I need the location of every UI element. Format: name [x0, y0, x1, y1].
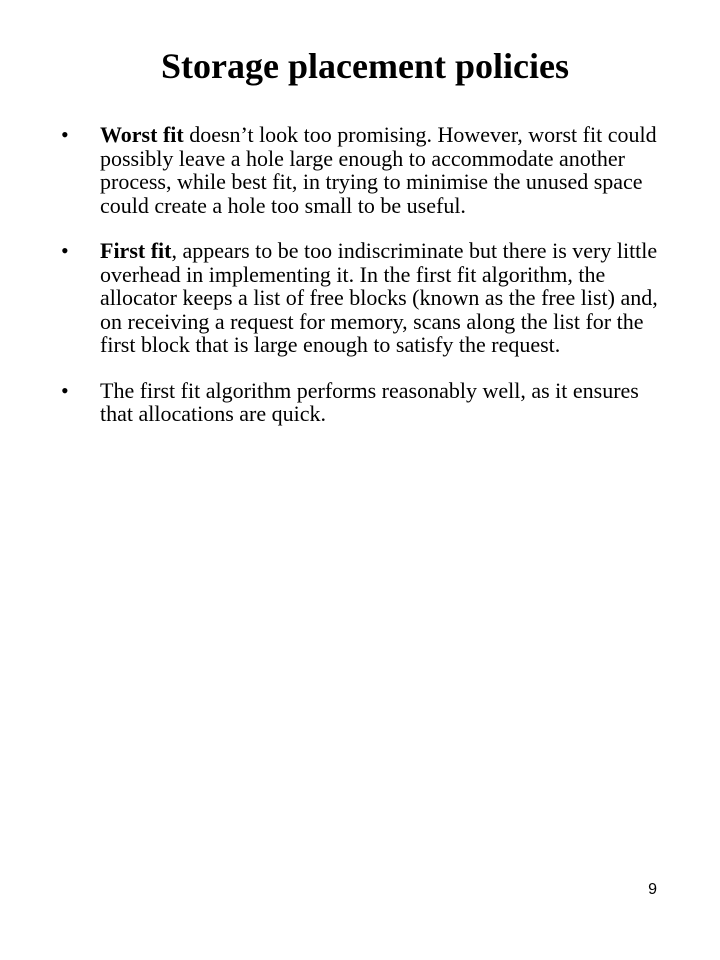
- bullet-lead-term: Worst fit: [100, 122, 184, 147]
- bullet-text: [100, 238, 658, 357]
- bullet-list: [0, 123, 720, 448]
- bullet-item-worst-fit: [0, 123, 670, 217]
- bullet-item-first-fit-performance: [0, 379, 670, 426]
- bullet-marker: •: [61, 377, 69, 403]
- slide-title: Storage placement policies: [161, 46, 569, 86]
- bullet-marker: •: [61, 122, 69, 147]
- bullet-body: doesn’t look too promising. However, worst fit could possibly leave a hole large enough to accommodate another process, while best fit, in trying to minimise the unused space could create a hole too small to be useful.: [100, 122, 657, 218]
- bullet-text: [100, 378, 639, 427]
- bullet-lead-term: First fit: [100, 238, 172, 263]
- bullet-item-first-fit: [0, 239, 670, 357]
- bullet-body: , appears to be too indiscriminate but there is very little overhead in implementing it. In the first fit algorithm, the allocator keeps a list of free blocks (known as the free list) and, on receiving a request for memory, scans along the list for the first block that is large enough to satisfy the request.: [100, 238, 658, 357]
- bullet-marker: •: [61, 238, 69, 263]
- page-number: 9: [648, 881, 657, 898]
- bullet-text: [100, 122, 657, 218]
- bullet-body: The first fit algorithm performs reasonably well, as it ensures that allocations are quick.: [100, 377, 639, 426]
